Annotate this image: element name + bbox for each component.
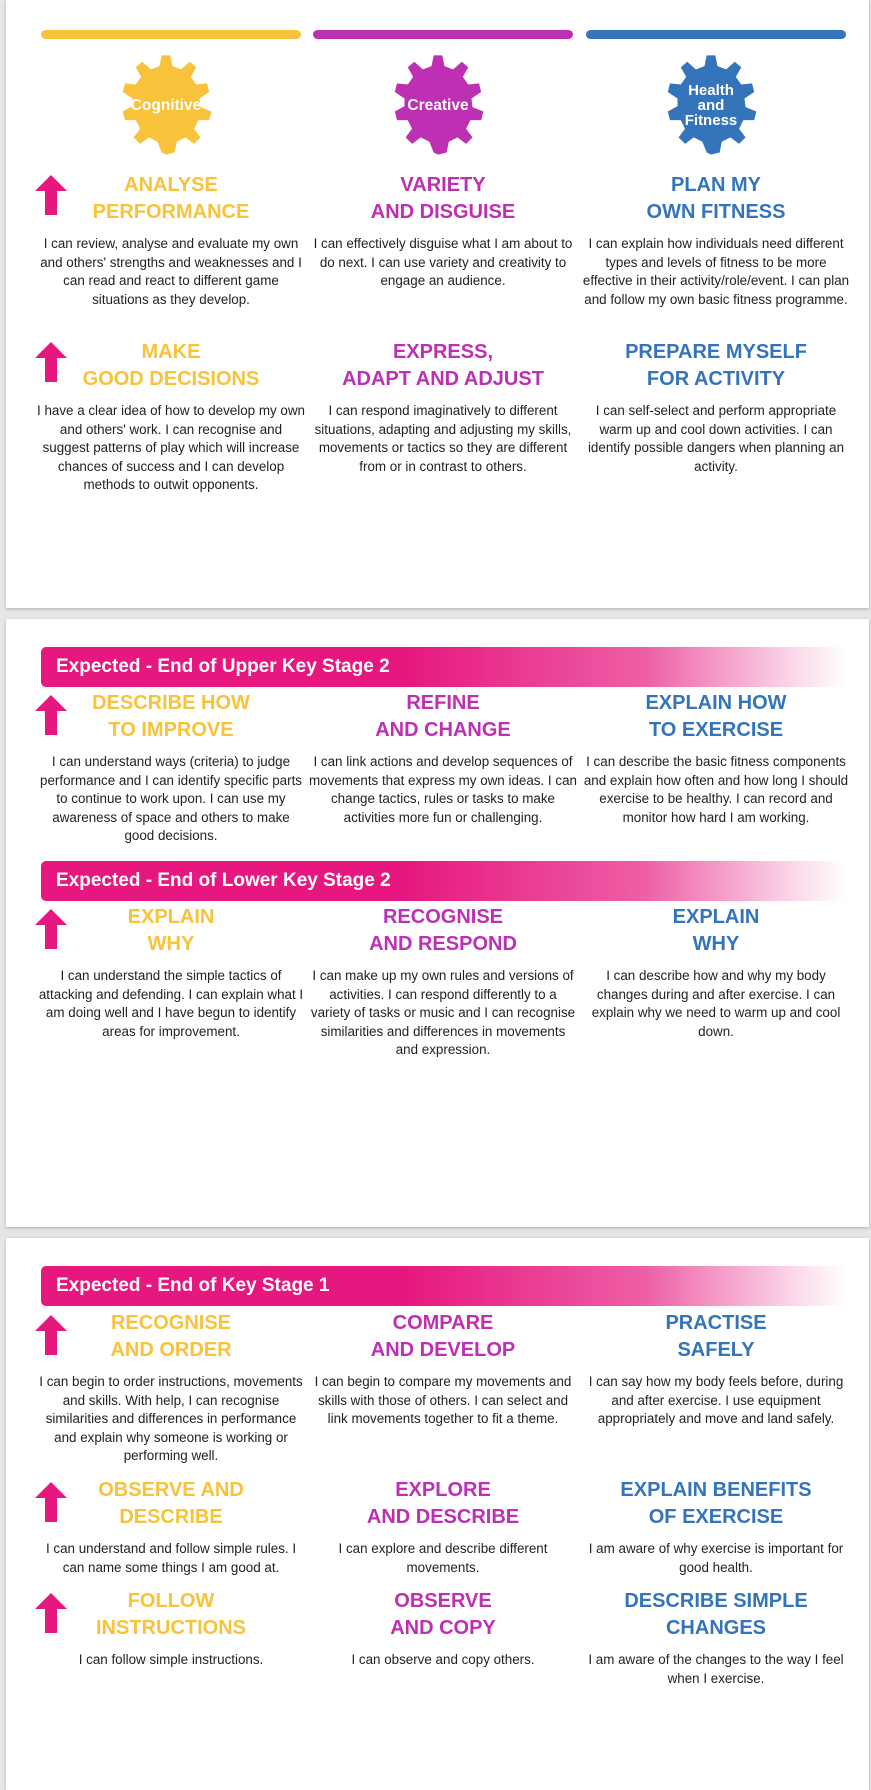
- heading-observe-describe: OBSERVE AND DESCRIBE: [98, 1479, 244, 1528]
- cognitive-gear-label: Cognitive: [130, 96, 202, 114]
- text-observe-copy: I can observe and copy others.: [351, 1652, 535, 1667]
- strand-bars: [41, 30, 846, 39]
- heading-variety-disguise: VARIETY AND DISGUISE: [370, 174, 516, 223]
- health-fitness-gear-icon: [657, 51, 765, 159]
- creative-gear-icon: [384, 51, 492, 159]
- text-explore-describe: I can explore and describe different movements.: [338, 1541, 548, 1575]
- creative-gear-label: Creative: [407, 96, 469, 114]
- page-3: [6, 1238, 869, 1790]
- heading-explain-why-fitness: EXPLAIN WHY: [672, 906, 760, 955]
- heading-observe-copy: OBSERVE AND COPY: [390, 1590, 496, 1639]
- text-variety-disguise: I can effectively disguise what I am about to do next. I can use variety and creativity to engage an audience.: [313, 236, 573, 288]
- heading-describe-changes: DESCRIBE SIMPLE CHANGES: [624, 1590, 808, 1639]
- heading-explore-describe: EXPLORE AND DESCRIBE: [366, 1479, 520, 1528]
- heading-follow-instructions: FOLLOW INSTRUCTIONS: [96, 1590, 246, 1639]
- text-describe-improve: I can understand ways (criteria) to judge performance and I can identify specific parts to continue to work upon. I can use my awareness of space and others to make good decisions.: [40, 754, 302, 843]
- text-explain-exercise: I can describe the basic fitness components and explain how often and how long I should exercise to be healthy. I can record and monitor how hard I am working.: [583, 754, 849, 825]
- heading-recognise-order: RECOGNISE AND ORDER: [110, 1312, 232, 1361]
- heading-recognise-respond: RECOGNISE AND RESPOND: [369, 906, 517, 955]
- text-make-decisions: I have a clear idea of how to develop my own and others' work. I can recognise and suggest patterns of play which will increase chances of success and I can develop methods to outwit opponents.: [37, 403, 305, 492]
- text-recognise-order: I can begin to order instructions, movements and skills. With help, I can recognise similarities and differences in performance and explain why someone is working or performing well.: [39, 1374, 303, 1463]
- heading-make-decisions: MAKE GOOD DECISIONS: [82, 341, 260, 390]
- heading-analyse-performance: ANALYSE PERFORMANCE: [92, 174, 250, 223]
- text-describe-changes: I am aware of the changes to the way I feel when I exercise.: [588, 1652, 844, 1686]
- heading-express-adapt: EXPRESS, ADAPT AND ADJUST: [342, 341, 544, 390]
- text-practise-safely: I can say how my body feels before, during and after exercise. I use equipment appropriately and move and land safely.: [588, 1374, 844, 1426]
- text-observe-describe: I can understand and follow simple rules. I can name some things I am good at.: [45, 1541, 297, 1575]
- page-1: [6, 0, 869, 608]
- text-explain-why-fitness: I can describe how and why my body changes during and after exercise. I can explain why we need to warm up and cool down.: [591, 968, 841, 1039]
- text-compare-develop: I can begin to compare my movements and skills with those of others. I can select and link movements together to fit a theme.: [314, 1374, 572, 1426]
- text-plan-fitness: I can explain how individuals need different types and levels of fitness to be more effective in their activity/role/event. I can plan and follow my own basic fitness programme.: [582, 236, 850, 307]
- text-express-adapt: I can respond imaginatively to different situations, adapting and adjusting my skills, movements or tactics so they are different from or in contrast to others.: [314, 403, 572, 474]
- heading-explain-benefits: EXPLAIN BENEFITS OF EXERCISE: [620, 1479, 812, 1528]
- health-bar: [586, 30, 846, 39]
- text-follow-instructions: I can follow simple instructions.: [78, 1652, 264, 1667]
- heading-prepare-myself: PREPARE MYSELF FOR ACTIVITY: [625, 341, 807, 390]
- cognitive-bar: [41, 30, 301, 39]
- banner-ks1: Expected - End of Key Stage 1: [41, 1266, 846, 1306]
- cognitive-gear-icon: [112, 51, 220, 159]
- heading-explain-exercise: EXPLAIN HOW TO EXERCISE: [645, 692, 787, 741]
- heading-describe-improve: DESCRIBE HOW TO IMPROVE: [92, 692, 250, 741]
- text-recognise-respond: I can make up my own rules and versions of activities. I can respond differently to a variety of tasks or music and I can recognise similarities and differences in movements and expression.: [310, 968, 576, 1057]
- heading-compare-develop: COMPARE AND DEVELOP: [370, 1312, 516, 1361]
- text-prepare-myself: I can self-select and perform appropriate warm up and cool down activities. I can identify possible dangers when planning an activity.: [587, 403, 845, 474]
- banner-lower-ks2: Expected - End of Lower Key Stage 2: [41, 861, 846, 901]
- heading-explain-why: EXPLAIN WHY: [127, 906, 215, 955]
- text-analyse-performance: I can review, analyse and evaluate my own and others' strengths and weaknesses and I can read and react to different game situations as they develop.: [40, 236, 302, 307]
- heading-practise-safely: PRACTISE SAFELY: [665, 1312, 767, 1361]
- heading-plan-fitness: PLAN MY OWN FITNESS: [646, 174, 786, 223]
- banner-upper-ks2: Expected - End of Upper Key Stage 2: [41, 647, 846, 687]
- page-2: [6, 619, 869, 1227]
- heading-refine-change: REFINE AND CHANGE: [375, 692, 511, 741]
- creative-bar: [313, 30, 573, 39]
- text-explain-benefits: I am aware of why exercise is important for good health.: [588, 1541, 844, 1575]
- health-fitness-gear-label: Health and Fitness: [684, 81, 738, 129]
- text-explain-why: I can understand the simple tactics of attacking and defending. I can explain what I am doing well and I have begun to identify areas for improvement.: [38, 968, 304, 1039]
- text-refine-change: I can link actions and develop sequences of movements that express my own ideas. I can change tactics, rules or tasks to make activities more fun or challenging.: [309, 754, 577, 825]
